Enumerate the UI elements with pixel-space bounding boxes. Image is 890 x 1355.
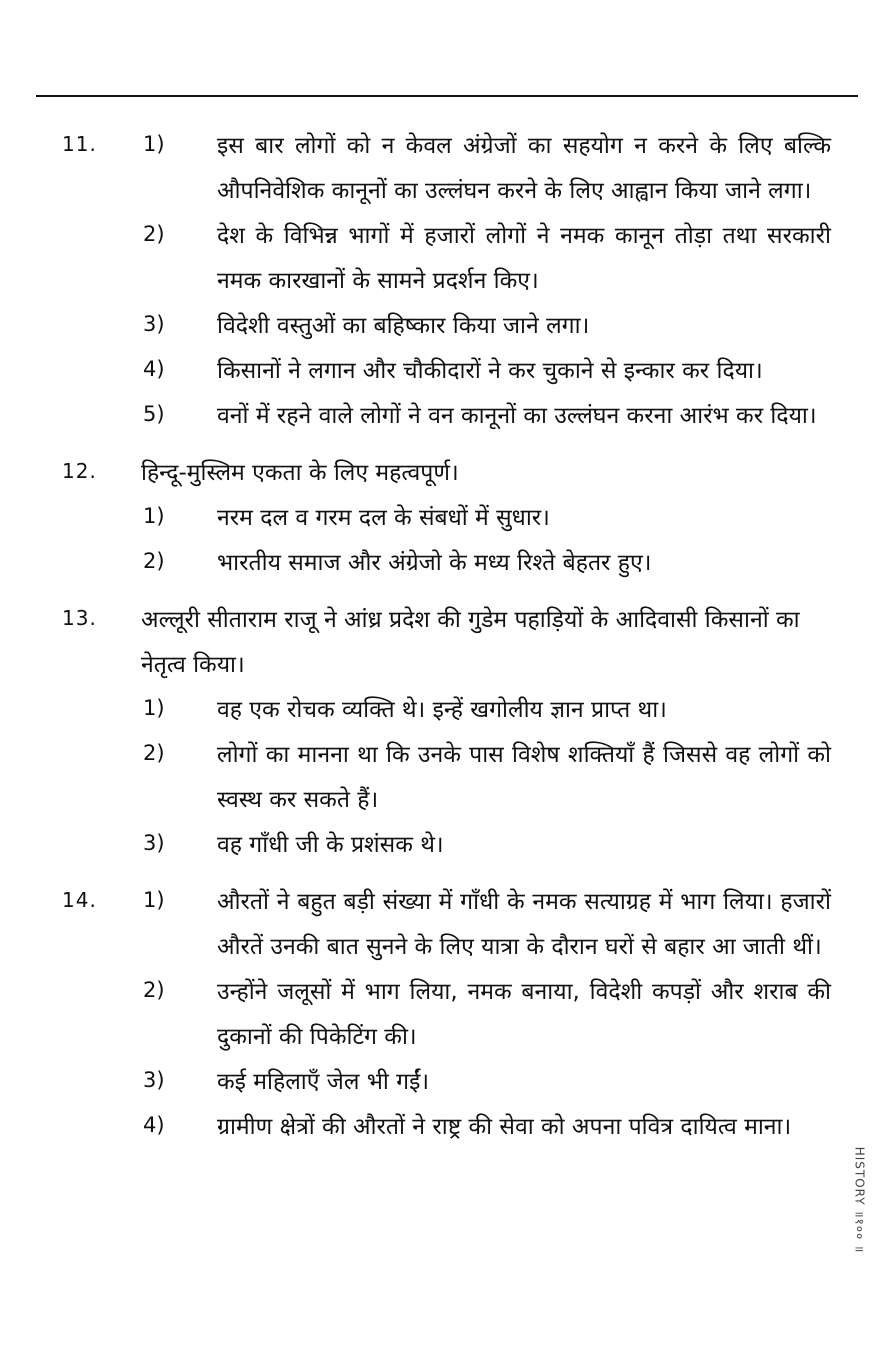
question-14 [0,880,890,1150]
question-13 [0,598,890,868]
side-page-mark [842,1110,878,1290]
item-text: किसानों ने लगान और चौकीदारों ने कर चुकाने से इन्कार कर दिया। [217,358,763,384]
item-number: 2) [143,741,165,765]
item-number: 3) [143,831,165,855]
item-number: 1) [143,132,165,156]
item-text: देश के विभिन्न भागों में हजारों लोगों ने नमक कानून तोड़ा तथा सरकारी नमक कारखानों के सामने प्रदर्शन किए। [217,223,831,294]
question-stem: हिन्दू-मुस्लिम एकता के लिए महत्वपूर्ण। [141,460,459,486]
item-number: 2) [143,222,165,246]
item-text: लोगों का मानना था कि उनके पास विशेष शक्तियाँ हैं जिससे वह लोगों को स्वस्थ कर सकते हैं। [217,742,831,813]
question-number: 13. [62,606,97,630]
item-text: भारतीय समाज और अंग्रेजो के मध्य रिश्ते बेहतर हुए। [217,550,652,576]
item-number: 2) [143,978,165,1002]
list-item [141,394,831,439]
item-number: 3) [143,1068,165,1092]
item-text: औरतों ने बहुत बड़ी संख्या में गाँधी के नमक सत्याग्रह में भाग लिया। हजारों औरतें उनकी बात सुनने के लिए यात्रा के दौरान घरों से बहार आ जाती थीं। [217,889,831,960]
list-item [141,1060,831,1105]
list-item [141,304,831,349]
side-page-mark-text: HISTORY ॥१०० ॥ [852,1146,867,1254]
item-text: वनों में रहने वाले लोगों ने वन कानूनों का उल्लंघन करना आरंभ कर दिया। [217,403,817,429]
item-text: नरम दल व गरम दल के संबधों में सुधार। [217,505,550,531]
list-item [141,124,831,214]
list-item [141,349,831,394]
item-text: विदेशी वस्तुओं का बहिष्कार किया जाने लगा। [217,313,590,339]
question-11 [0,124,890,439]
question-stem: अल्लूरी सीताराम राजू ने आंध्र प्रदेश की गुडेम पहाड़ियों के आदिवासी किसानों का नेतृत्व किया। [141,607,800,678]
list-item [141,214,831,304]
item-text: वह एक रोचक व्यक्ति थे। इन्हें खगोलीय ज्ञान प्राप्त था। [217,697,667,723]
list-item [141,688,831,733]
item-number: 1) [143,504,165,528]
question-12 [0,451,890,586]
list-item [141,541,831,586]
item-number: 5) [143,402,165,426]
item-number: 1) [143,888,165,912]
item-text: वह गाँधी जी के प्रशंसक थे। [217,832,444,858]
item-text: ग्रामीण क्षेत्रों की औरतों ने राष्ट्र की सेवा को अपना पवित्र दायित्व माना। [217,1114,792,1140]
item-number: 1) [143,696,165,720]
list-item [141,823,831,868]
item-text: इस बार लोगों को न केवल अंग्रेजों का सहयोग न करने के लिए बल्कि औपनिवेशिक कानूनों का उल्लंघन करने के लिए आह्वान किया जाने लगा। [217,133,831,204]
item-text: उन्होंने जलूसों में भाग लिया, नमक बनाया, विदेशी कपड़ों और शराब की दुकानों की पिकेटिंग की। [217,979,831,1050]
question-number: 14. [62,888,97,912]
list-item [141,1105,831,1150]
item-number: 2) [143,549,165,573]
item-number: 4) [143,1113,165,1137]
question-number: 11. [62,132,97,156]
question-number: 12. [62,459,97,483]
list-item [141,970,831,1060]
answer-list [0,124,890,1162]
list-item [141,733,831,823]
header-rule [36,95,858,97]
item-number: 4) [143,357,165,381]
item-text: कई महिलाएँ जेल भी गईं। [217,1069,430,1095]
item-number: 3) [143,312,165,336]
list-item [141,880,831,970]
list-item [141,496,831,541]
